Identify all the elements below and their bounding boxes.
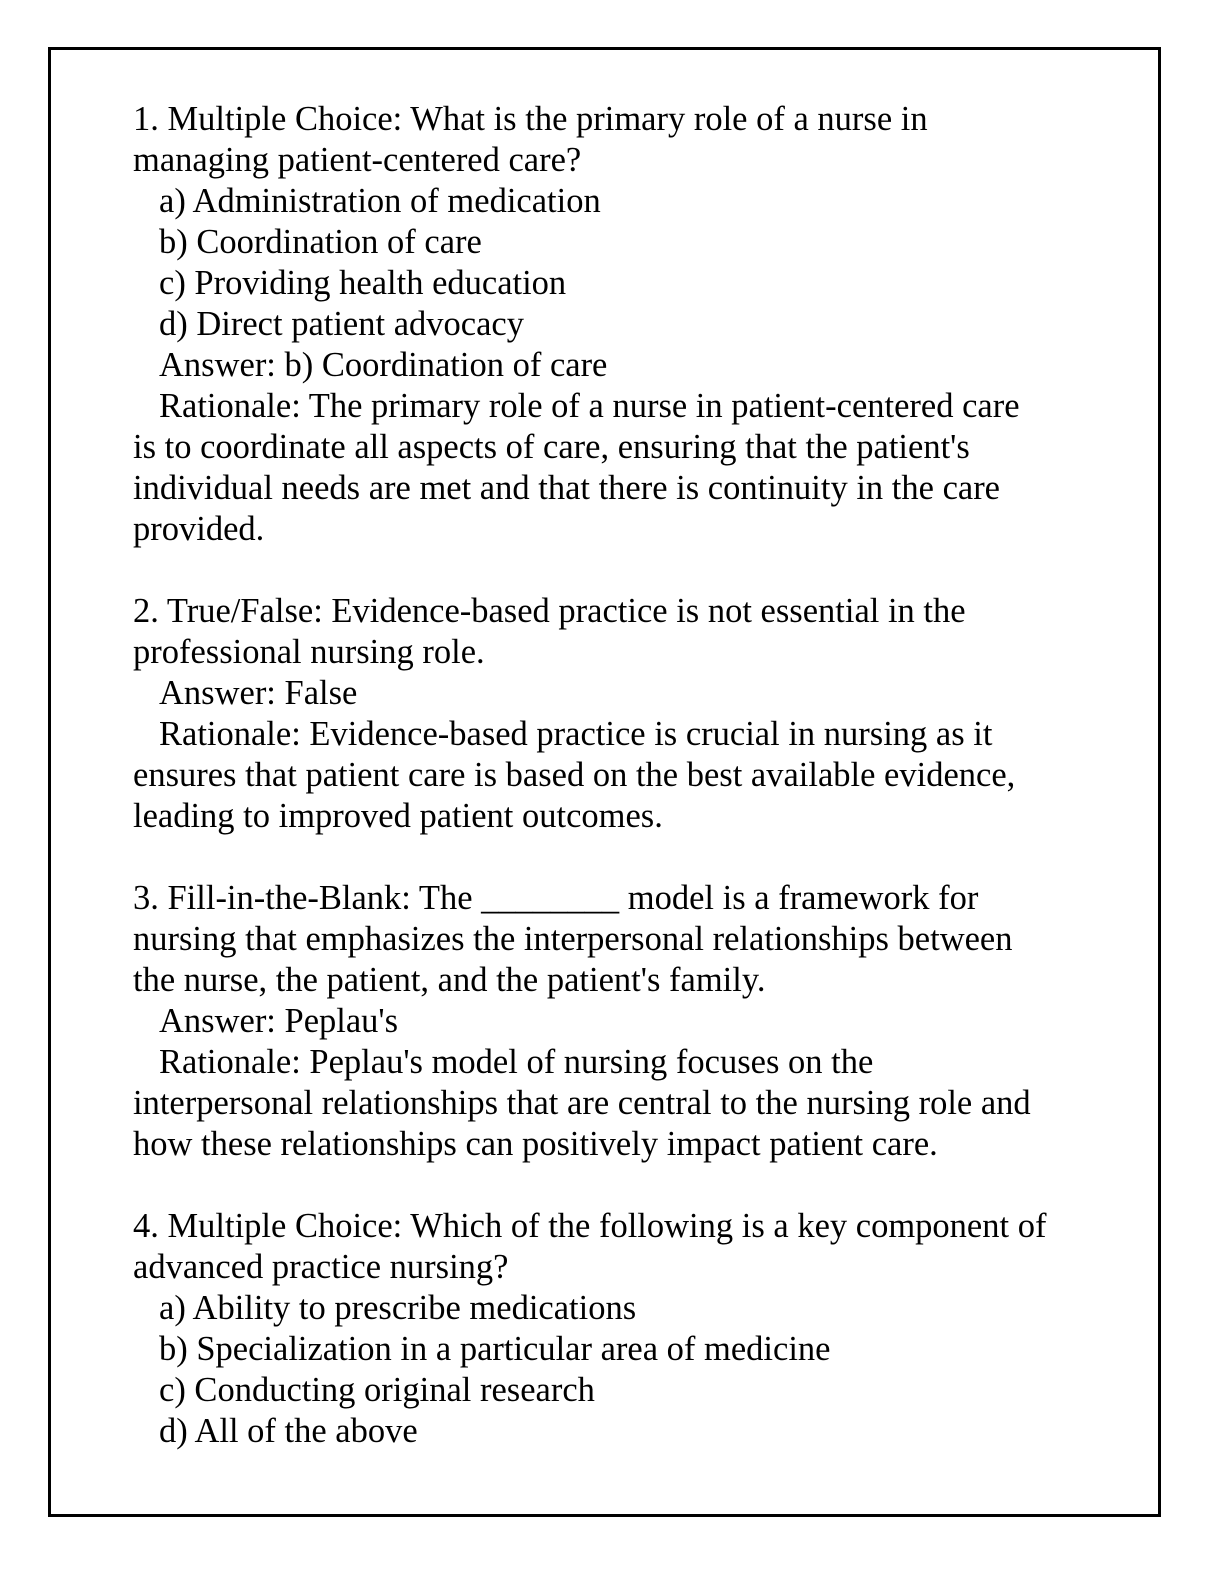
answer-option-c: c) Conducting original research <box>159 1371 595 1409</box>
answer-key: Answer: Peplau's <box>159 1002 399 1040</box>
question-prompt-line: 4. Multiple Choice: Which of the following is a key component of <box>133 1207 1047 1245</box>
question-2 <box>133 591 1123 837</box>
question-prompt-line: 2. True/False: Evidence-based practice is not essential in the <box>133 592 966 630</box>
answer-option-c: c) Providing health education <box>159 264 567 302</box>
rationale-line: ensures that patient care is based on the best available evidence, <box>133 756 1016 794</box>
rationale-line: leading to improved patient outcomes. <box>133 797 663 835</box>
question-prompt-line: professional nursing role. <box>133 633 485 671</box>
answer-option-a: a) Ability to prescribe medications <box>159 1289 637 1327</box>
rationale-line: interpersonal relationships that are central to the nursing role and <box>133 1084 1031 1122</box>
document-body <box>133 99 1123 1452</box>
question-prompt-line: managing patient-centered care? <box>133 141 582 179</box>
answer-option-d: d) Direct patient advocacy <box>159 305 524 343</box>
answer-option-a: a) Administration of medication <box>159 182 601 220</box>
rationale-line: Rationale: The primary role of a nurse in patient-centered care <box>159 387 1020 425</box>
question-prompt-line: the nurse, the patient, and the patient's family. <box>133 961 766 999</box>
question-prompt-line: nursing that emphasizes the interpersonal relationships between <box>133 920 1013 958</box>
answer-option-b: b) Coordination of care <box>159 223 482 261</box>
answer-key: Answer: False <box>159 674 358 712</box>
rationale-line: how these relationships can positively impact patient care. <box>133 1125 938 1163</box>
rationale-line: provided. <box>133 510 265 548</box>
rationale-line: Rationale: Evidence-based practice is crucial in nursing as it <box>159 715 993 753</box>
rationale-line: Rationale: Peplau's model of nursing focuses on the <box>159 1043 874 1081</box>
question-1 <box>133 99 1123 550</box>
question-3 <box>133 878 1123 1165</box>
answer-key: Answer: b) Coordination of care <box>159 346 608 384</box>
answer-option-b: b) Specialization in a particular area of medicine <box>159 1330 831 1368</box>
rationale-line: is to coordinate all aspects of care, ensuring that the patient's <box>133 428 970 466</box>
rationale-line: individual needs are met and that there is continuity in the care <box>133 469 1000 507</box>
question-4 <box>133 1206 1123 1452</box>
question-prompt-line: advanced practice nursing? <box>133 1248 509 1286</box>
question-prompt-line: 3. Fill-in-the-Blank: The ________ model is a framework for <box>133 879 979 917</box>
answer-option-d: d) All of the above <box>159 1412 418 1450</box>
question-prompt-line: 1. Multiple Choice: What is the primary role of a nurse in <box>133 100 928 138</box>
